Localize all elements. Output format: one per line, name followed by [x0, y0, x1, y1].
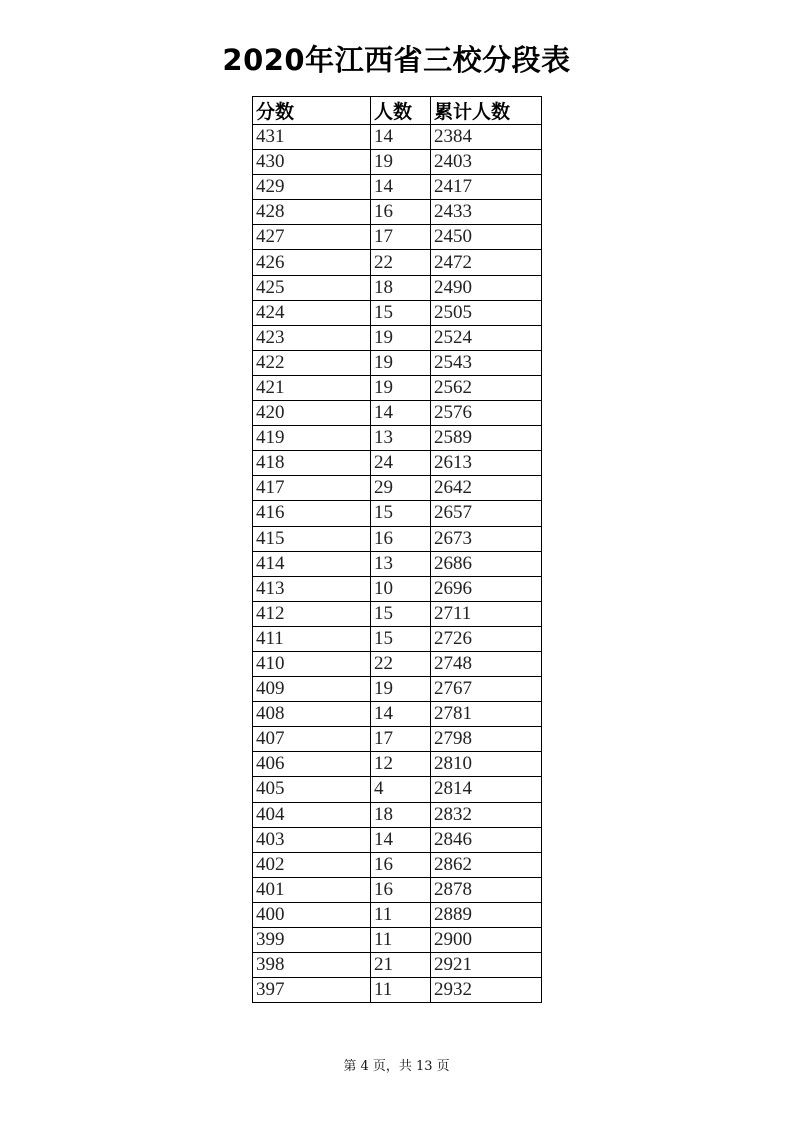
page-title: 2020年江西省三校分段表: [222, 43, 571, 77]
table-header-row: [253, 97, 542, 125]
table-row: [253, 677, 542, 702]
table-row: [253, 426, 542, 451]
cell-score: 423: [253, 325, 371, 350]
cell-count: 15: [371, 601, 431, 626]
table-body: [253, 125, 542, 1003]
cell-score: 400: [253, 902, 371, 927]
cell-score: 407: [253, 727, 371, 752]
cell-score: 420: [253, 401, 371, 426]
cell-count: 11: [371, 902, 431, 927]
cell-count: 11: [371, 978, 431, 1003]
cell-score: 425: [253, 275, 371, 300]
cell-score: 412: [253, 601, 371, 626]
cell-count: 14: [371, 175, 431, 200]
cell-score: 424: [253, 300, 371, 325]
cell-cumulative: 2576: [431, 401, 542, 426]
cell-count: 11: [371, 928, 431, 953]
cell-cumulative: 2814: [431, 777, 542, 802]
cell-count: 19: [371, 375, 431, 400]
cell-score: 426: [253, 250, 371, 275]
cell-cumulative: 2900: [431, 928, 542, 953]
cell-cumulative: 2673: [431, 526, 542, 551]
cell-count: 15: [371, 626, 431, 651]
cell-score: 401: [253, 877, 371, 902]
cell-cumulative: 2472: [431, 250, 542, 275]
cell-cumulative: 2932: [431, 978, 542, 1003]
cell-score: 429: [253, 175, 371, 200]
table-row: [253, 551, 542, 576]
cell-cumulative: 2748: [431, 651, 542, 676]
cell-score: 405: [253, 777, 371, 802]
cell-count: 16: [371, 200, 431, 225]
cell-cumulative: 2384: [431, 125, 542, 150]
cell-score: 421: [253, 375, 371, 400]
table-row: [253, 702, 542, 727]
cell-count: 29: [371, 476, 431, 501]
cell-cumulative: 2543: [431, 350, 542, 375]
cell-cumulative: 2613: [431, 451, 542, 476]
table-row: [253, 150, 542, 175]
cell-score: 398: [253, 953, 371, 978]
table-row: [253, 501, 542, 526]
cell-cumulative: 2726: [431, 626, 542, 651]
cell-cumulative: 2711: [431, 601, 542, 626]
cell-score: 418: [253, 451, 371, 476]
table-row: [253, 526, 542, 551]
table-row: [253, 375, 542, 400]
table-row: [253, 275, 542, 300]
table-row: [253, 350, 542, 375]
cell-cumulative: 2781: [431, 702, 542, 727]
cell-count: 10: [371, 576, 431, 601]
cell-cumulative: 2450: [431, 225, 542, 250]
table-row: [253, 978, 542, 1003]
cell-score: 397: [253, 978, 371, 1003]
table-row: [253, 401, 542, 426]
cell-cumulative: 2505: [431, 300, 542, 325]
cell-score: 428: [253, 200, 371, 225]
header-score: 分数: [253, 97, 371, 125]
cell-score: 410: [253, 651, 371, 676]
cell-count: 14: [371, 827, 431, 852]
cell-cumulative: 2810: [431, 752, 542, 777]
table-row: [253, 902, 542, 927]
cell-score: 430: [253, 150, 371, 175]
cell-score: 406: [253, 752, 371, 777]
cell-count: 19: [371, 325, 431, 350]
table-row: [253, 476, 542, 501]
cell-count: 17: [371, 225, 431, 250]
cell-score: 409: [253, 677, 371, 702]
cell-cumulative: 2832: [431, 802, 542, 827]
table-row: [253, 451, 542, 476]
cell-cumulative: 2798: [431, 727, 542, 752]
page-footer: 第 4 页，共 13 页: [343, 1059, 450, 1074]
cell-count: 19: [371, 150, 431, 175]
table-row: [253, 601, 542, 626]
table-row: [253, 325, 542, 350]
header-count: 人数: [371, 97, 431, 125]
cell-count: 14: [371, 125, 431, 150]
cell-score: 417: [253, 476, 371, 501]
cell-count: 24: [371, 451, 431, 476]
table-row: [253, 300, 542, 325]
cell-count: 15: [371, 501, 431, 526]
cell-score: 419: [253, 426, 371, 451]
cell-cumulative: 2417: [431, 175, 542, 200]
table-row: [253, 651, 542, 676]
cell-score: 415: [253, 526, 371, 551]
cell-count: 13: [371, 551, 431, 576]
header-cumulative: 累计人数: [431, 97, 542, 125]
table-row: [253, 953, 542, 978]
cell-cumulative: 2767: [431, 677, 542, 702]
cell-count: 18: [371, 275, 431, 300]
cell-cumulative: 2490: [431, 275, 542, 300]
cell-cumulative: 2524: [431, 325, 542, 350]
cell-count: 13: [371, 426, 431, 451]
cell-score: 403: [253, 827, 371, 852]
cell-score: 399: [253, 928, 371, 953]
cell-count: 17: [371, 727, 431, 752]
cell-count: 16: [371, 852, 431, 877]
cell-cumulative: 2403: [431, 150, 542, 175]
table-row: [253, 777, 542, 802]
cell-score: 413: [253, 576, 371, 601]
cell-score: 411: [253, 626, 371, 651]
table-row: [253, 928, 542, 953]
cell-score: 416: [253, 501, 371, 526]
cell-cumulative: 2686: [431, 551, 542, 576]
cell-count: 15: [371, 300, 431, 325]
cell-cumulative: 2862: [431, 852, 542, 877]
cell-count: 22: [371, 250, 431, 275]
cell-count: 21: [371, 953, 431, 978]
table-row: [253, 802, 542, 827]
cell-count: 19: [371, 677, 431, 702]
cell-cumulative: 2433: [431, 200, 542, 225]
table-row: [253, 125, 542, 150]
cell-count: 14: [371, 702, 431, 727]
cell-count: 18: [371, 802, 431, 827]
cell-score: 408: [253, 702, 371, 727]
cell-score: 431: [253, 125, 371, 150]
cell-score: 414: [253, 551, 371, 576]
cell-score: 427: [253, 225, 371, 250]
cell-score: 402: [253, 852, 371, 877]
table-row: [253, 752, 542, 777]
table-row: [253, 175, 542, 200]
cell-count: 16: [371, 877, 431, 902]
cell-cumulative: 2889: [431, 902, 542, 927]
cell-cumulative: 2696: [431, 576, 542, 601]
cell-cumulative: 2878: [431, 877, 542, 902]
table-row: [253, 200, 542, 225]
cell-count: 22: [371, 651, 431, 676]
table-row: [253, 852, 542, 877]
cell-score: 422: [253, 350, 371, 375]
score-distribution-table: [252, 96, 542, 1003]
cell-count: 14: [371, 401, 431, 426]
cell-count: 4: [371, 777, 431, 802]
table-row: [253, 250, 542, 275]
table-row: [253, 626, 542, 651]
cell-cumulative: 2589: [431, 426, 542, 451]
cell-cumulative: 2921: [431, 953, 542, 978]
cell-count: 16: [371, 526, 431, 551]
table-row: [253, 827, 542, 852]
table-row: [253, 877, 542, 902]
cell-score: 404: [253, 802, 371, 827]
cell-count: 19: [371, 350, 431, 375]
cell-cumulative: 2642: [431, 476, 542, 501]
table-row: [253, 225, 542, 250]
cell-cumulative: 2562: [431, 375, 542, 400]
cell-cumulative: 2657: [431, 501, 542, 526]
table-row: [253, 727, 542, 752]
cell-cumulative: 2846: [431, 827, 542, 852]
table-row: [253, 576, 542, 601]
cell-count: 12: [371, 752, 431, 777]
